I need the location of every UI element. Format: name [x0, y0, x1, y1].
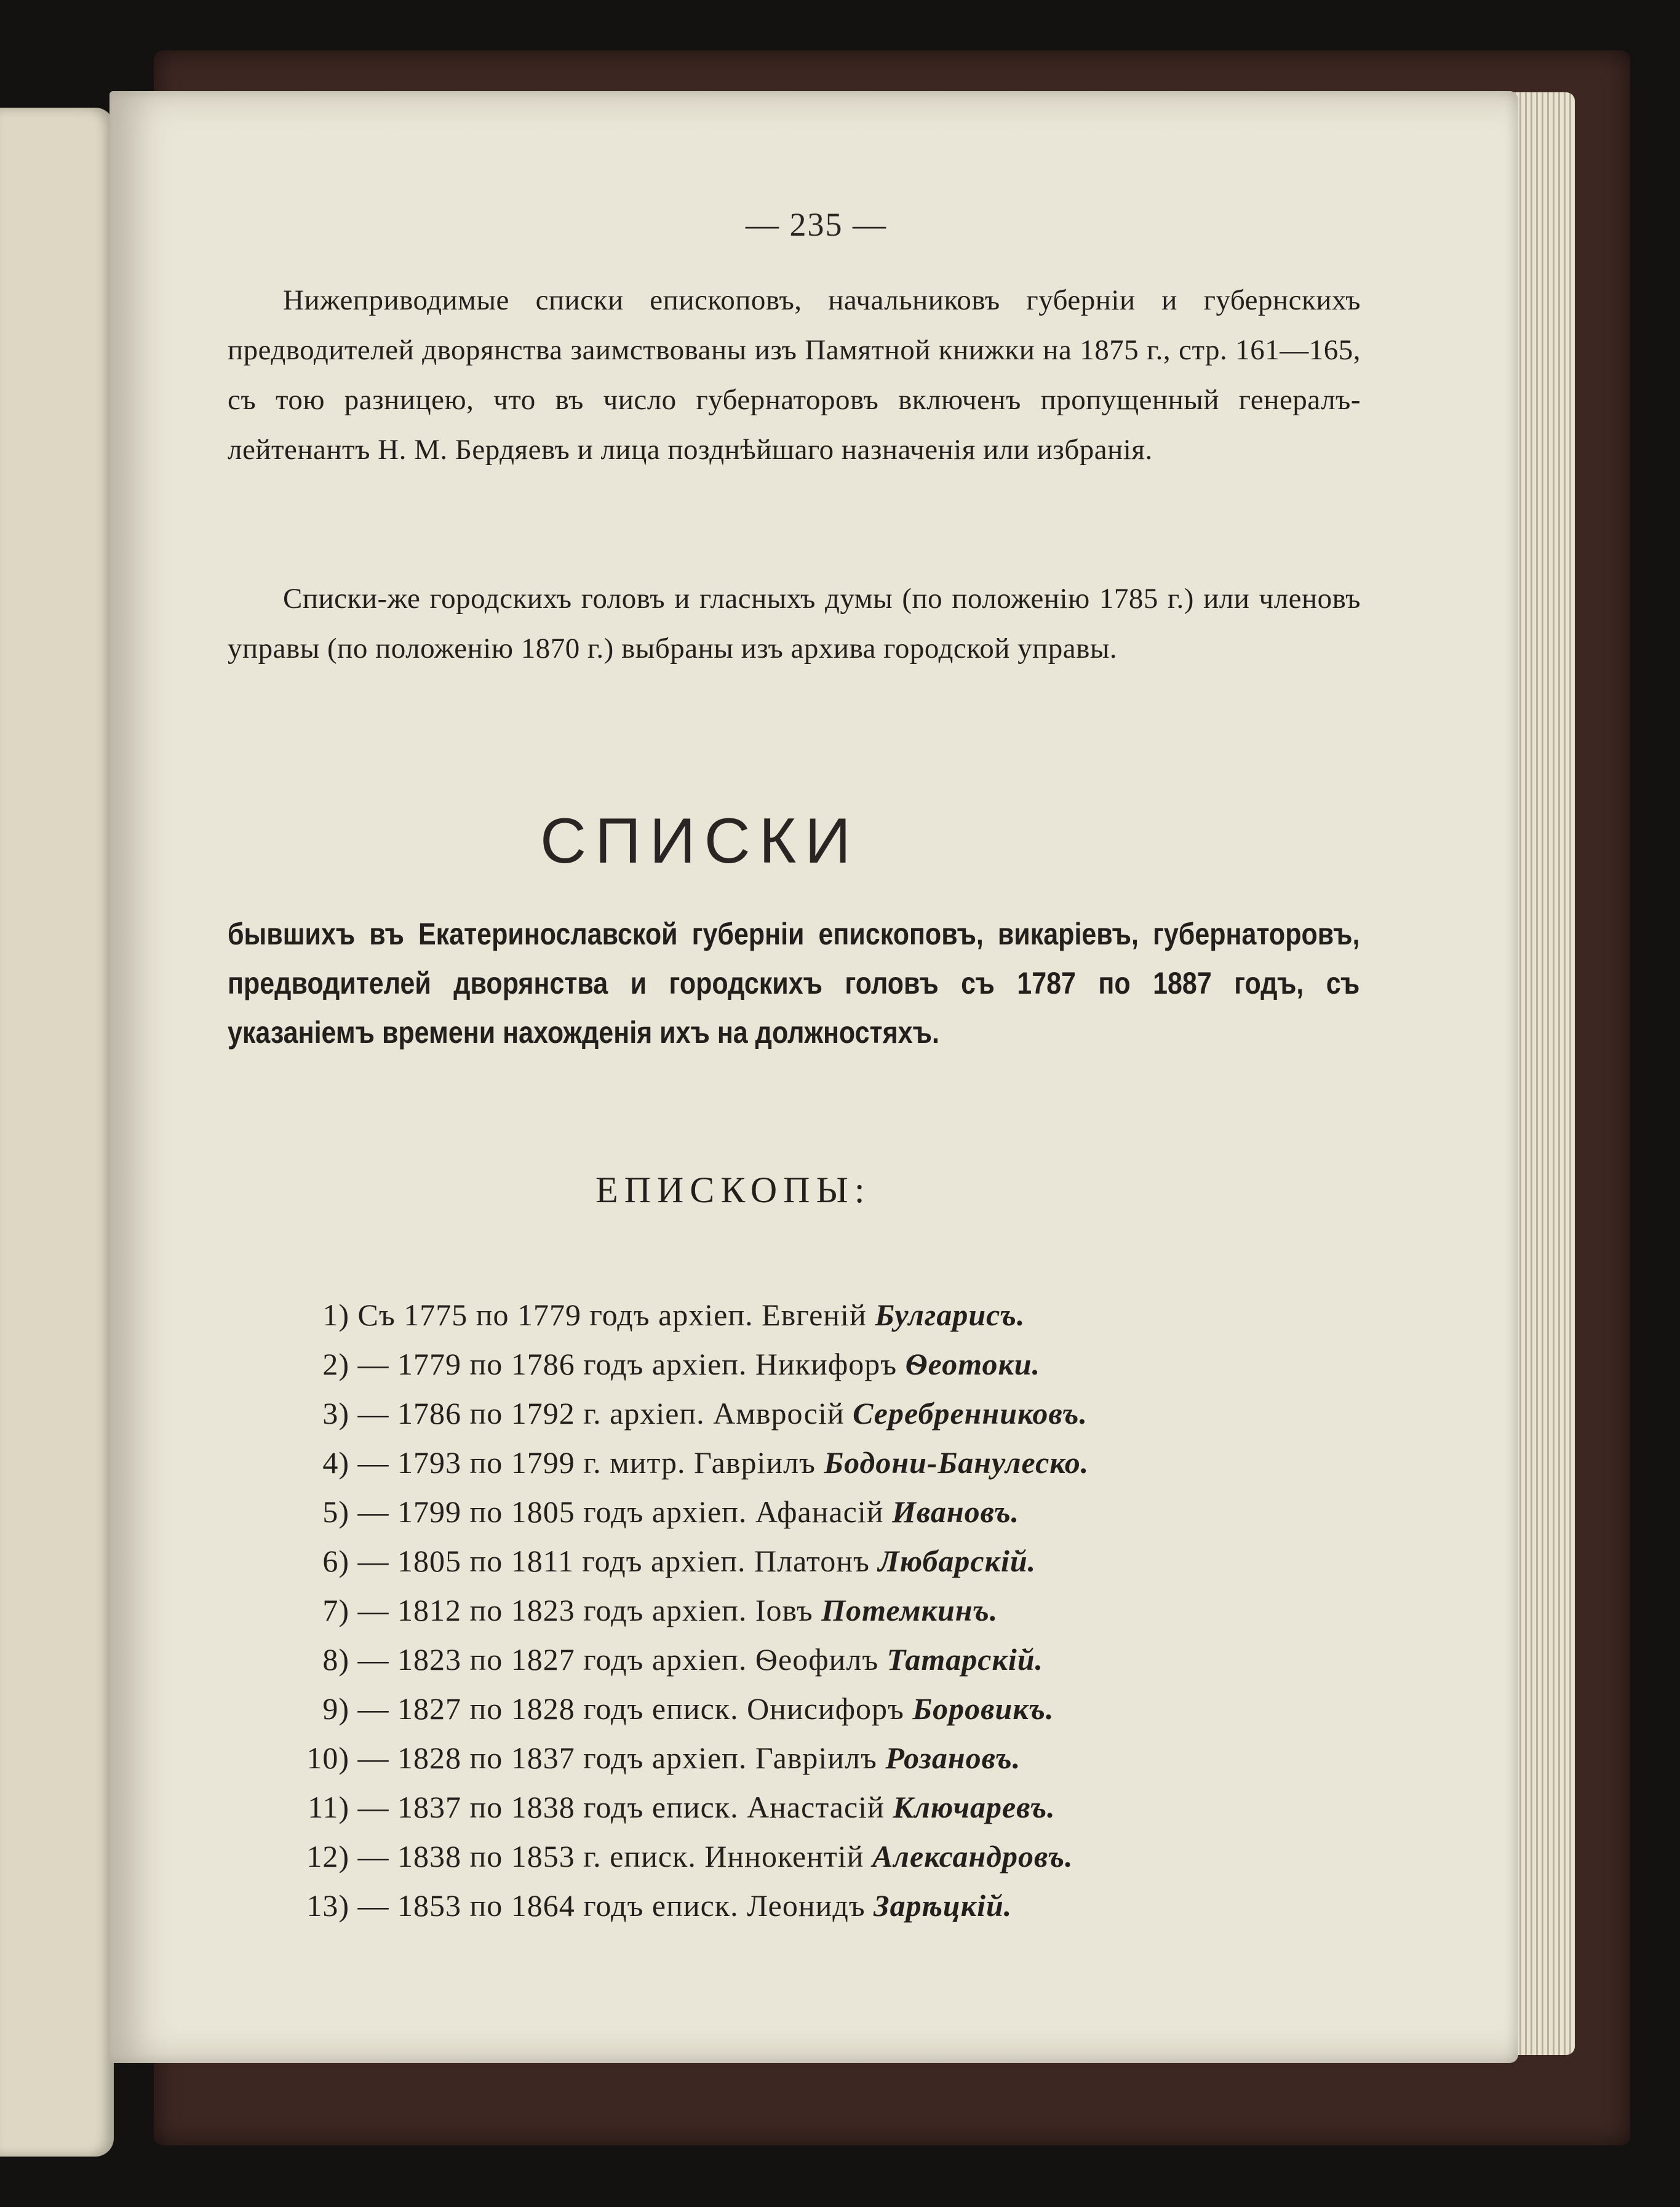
bishops-section-title: ЕПИСКОПЫ: — [595, 1170, 871, 1210]
item-surname: Ключаревъ. — [893, 1790, 1056, 1824]
item-number: 7) — [322, 1593, 349, 1627]
second-paragraph: Списки-же городскихъ головъ и гласныхъ думы (по положенію 1785 г.) или членовъ управы (по положенію 1870 г.) выбраны изъ архива городской управы. — [228, 583, 1361, 664]
item-surname: Розановъ. — [885, 1741, 1021, 1775]
item-text: — 1779 по 1786 годъ архіеп. Никифоръ — [357, 1347, 898, 1381]
item-number: 1) — [322, 1298, 349, 1332]
item-surname: Александровъ. — [872, 1839, 1073, 1874]
list-item — [276, 1888, 1012, 1937]
item-number: 4) — [322, 1445, 349, 1480]
list-item — [276, 1395, 1088, 1445]
list-item — [276, 1494, 1019, 1543]
list-item — [276, 1543, 1036, 1592]
list-item — [276, 1789, 1056, 1838]
item-surname: Бодони-Банулеско. — [824, 1445, 1089, 1480]
item-number: 3) — [322, 1396, 349, 1431]
item-text: — 1837 по 1838 годъ еписк. Анастасій — [357, 1790, 885, 1824]
intro-paragraph: Нижеприводимые списки епископовъ, начальниковъ губерніи и губернскихъ предводителей дворянства заимствованы изъ Памятной книжки на 1875 г., стр. 161—165, съ тою разницею, что въ число губернаторовъ включенъ пропущенный генералъ-лейтенантъ Н. М. Бердяевъ и лица позднѣйшаго назначенія или избранія. — [228, 284, 1361, 466]
item-surname: Потемкинъ. — [821, 1593, 998, 1627]
page-number: — 235 — — [746, 206, 887, 243]
item-text: Съ 1775 по 1779 годъ архіеп. Евгеній — [357, 1298, 867, 1332]
lists-subtitle: бывшихъ въ Екатеринославской губерніи епископовъ, викаріевъ, губернаторовъ, предводителей дворянства и городскихъ головъ съ 1787 по 1887 годъ, съ указаніемъ времени нахожденія ихъ на должностяхъ. — [228, 917, 1360, 1050]
item-number: 11) — [308, 1790, 349, 1824]
item-text: — 1805 по 1811 годъ архіеп. Платонъ — [357, 1544, 870, 1578]
item-number: 12) — [306, 1839, 349, 1874]
list-item — [276, 1297, 1025, 1346]
item-surname: Ѳеотоки. — [905, 1347, 1041, 1381]
item-surname: Любарскій. — [878, 1544, 1037, 1578]
item-text: — 1827 по 1828 годъ еписк. Онисифоръ — [357, 1691, 904, 1726]
book-page — [109, 91, 1518, 2063]
item-text: — 1793 по 1799 г. митр. Гавріилъ — [357, 1445, 816, 1480]
item-text: — 1828 по 1837 годъ архіеп. Гавріилъ — [357, 1741, 877, 1775]
item-text: — 1838 по 1853 г. еписк. Иннокентій — [357, 1839, 864, 1874]
list-item — [276, 1838, 1073, 1888]
item-surname: Серебренниковъ. — [853, 1396, 1088, 1431]
item-number: 9) — [322, 1691, 349, 1726]
item-text: — 1812 по 1823 годъ архіеп. Іовъ — [357, 1593, 813, 1627]
item-number: 10) — [306, 1741, 349, 1775]
list-item — [276, 1691, 1054, 1740]
item-surname: Зарѣцкій. — [874, 1888, 1013, 1923]
left-page-edge — [0, 108, 114, 2157]
item-number: 13) — [306, 1888, 349, 1923]
list-item — [276, 1642, 1043, 1691]
item-text: — 1823 по 1827 годъ архіеп. Ѳеофилъ — [357, 1642, 879, 1677]
list-item — [276, 1592, 998, 1642]
item-text: — 1786 по 1792 г. архіеп. Амвросій — [357, 1396, 845, 1431]
item-number: 6) — [322, 1544, 349, 1578]
item-surname: Боровикъ. — [912, 1691, 1054, 1726]
item-surname: Татарскій. — [886, 1642, 1044, 1677]
item-text: — 1799 по 1805 годъ архіеп. Афанасій — [357, 1495, 884, 1529]
item-number: 5) — [322, 1495, 349, 1529]
list-item — [276, 1740, 1021, 1789]
lists-heading: СПИСКИ — [540, 805, 860, 877]
item-surname: Булгарисъ. — [875, 1298, 1025, 1332]
item-number: 2) — [322, 1347, 349, 1381]
item-surname: Ивановъ. — [892, 1495, 1020, 1529]
list-item — [276, 1346, 1040, 1395]
item-text: — 1853 по 1864 годъ еписк. Леонидъ — [357, 1888, 866, 1923]
list-item — [276, 1445, 1089, 1494]
item-number: 8) — [322, 1642, 349, 1677]
